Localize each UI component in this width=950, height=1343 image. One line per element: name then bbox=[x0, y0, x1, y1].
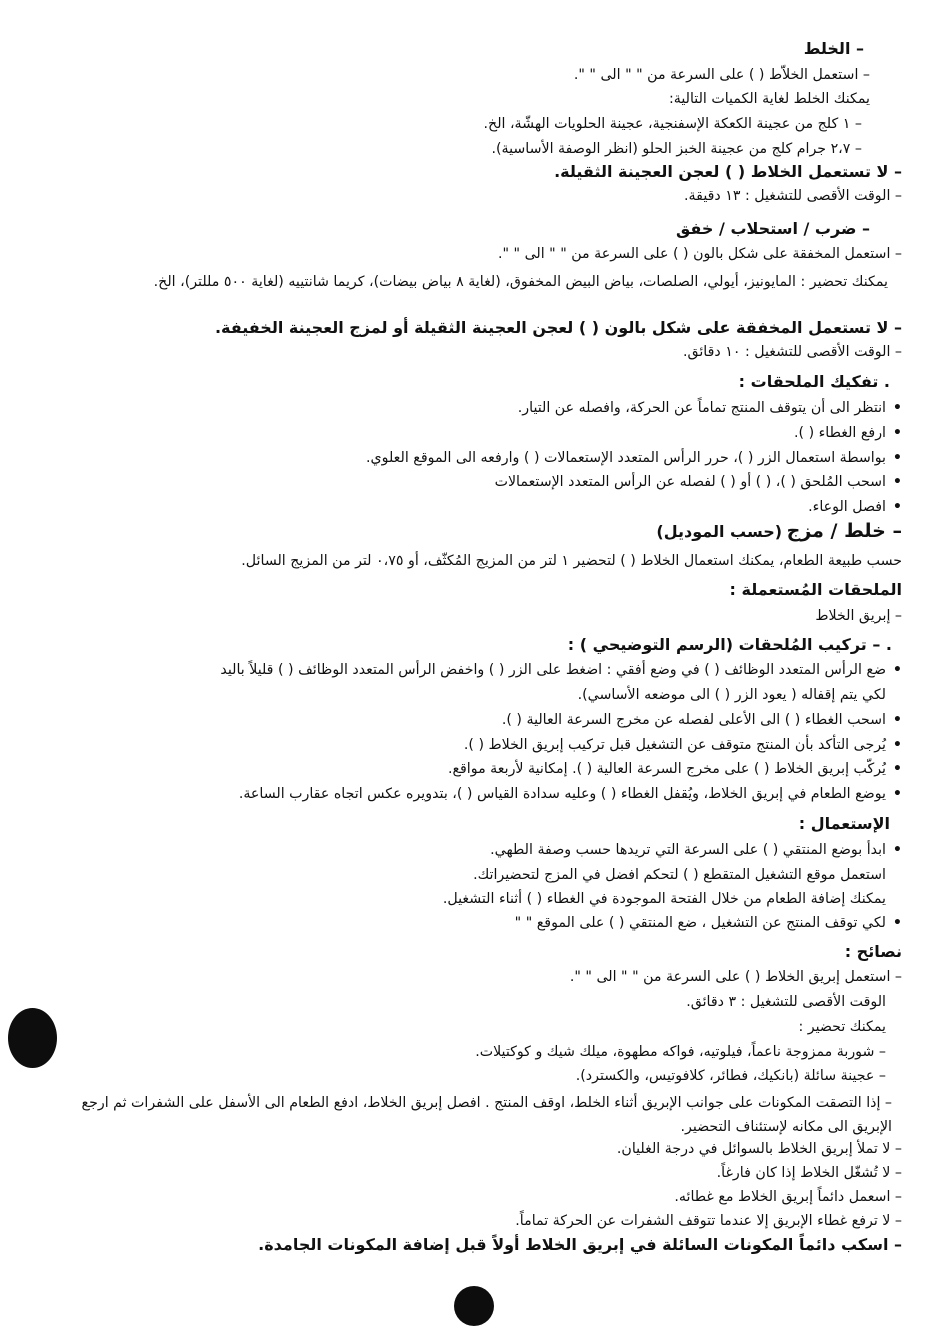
blend-line: – ٢،٧ جرام كلج من عجينة الخبز الحلو (انظر الوصفة الأساسية). bbox=[491, 141, 862, 157]
tips-heading: نصائح : bbox=[844, 942, 902, 961]
whisk-time: – الوقت الأقصى للتشغيل : ١٠ دقائق. bbox=[683, 344, 902, 360]
tips-line: – لا تُشغّل الخلاط إذا كان فارغاً. bbox=[716, 1165, 902, 1181]
detach-item: • ارفع الغطاء ( ). bbox=[794, 424, 902, 442]
tips-line: – عجينة سائلة (بانكيك، فطائر، كلافوتيس، والكسترد). bbox=[575, 1068, 886, 1084]
assembly-item: • اسحب الغطاء ( ) الى الأعلى لفصله عن مخرج السرعة العالية ( ). bbox=[502, 711, 902, 729]
tips-line: – لا تملأ إبريق الخلاط بالسوائل في درجة الغليان. bbox=[616, 1141, 902, 1157]
use-line: استعمل موقع التشغيل المتقطع ( ) لتحكم افضل في المزج لتحضيراتك. bbox=[473, 867, 886, 883]
use-item: • لكي توقف المنتج عن التشغيل ، ضع المنتقي ( ) على الموقع " " bbox=[515, 914, 902, 932]
tips-line: – لا ترفع غطاء الإبريق إلا عندما تتوقف الشفرات عن الحركة تماماً. bbox=[515, 1213, 902, 1229]
assembly-heading: . – تركيب المُلحقات (الرسم التوضيحي ) : bbox=[567, 635, 892, 654]
blend-line: يمكنك الخلط لغاية الكميات التالية: bbox=[668, 91, 870, 107]
mix-line: حسب طبيعة الطعام، يمكنك استعمال الخلاط ( ) لتحضير ١ لتر من المزيج المُكثّف، أو ٠،٧٥ لتر من المزيج السائل. bbox=[241, 553, 902, 569]
detach-item: • بواسطة استعمال الزر ( )، حرر الرأس المتعدد الإستعمالات ( ) وارفعه الى الموقع العلوي. bbox=[366, 449, 902, 467]
use-item: • ابدأ بوضع المنتقي ( ) على السرعة التي تريدها حسب وصفة الطهي. bbox=[490, 841, 902, 859]
blend-line: – استعمل الخلاّط ( ) على السرعة من " " الى " ". bbox=[573, 67, 870, 83]
assembly-item: • ضع الرأس المتعدد الوظائف ( ) في وضع أفقي : اضغط على الزر ( ) واخفض الرأس المتعدد الوظائف ( ) قليلاً باليد bbox=[220, 661, 902, 679]
mix-heading: – خلط / مزج bbox=[786, 520, 902, 542]
mix-heading-row bbox=[656, 522, 902, 542]
whisk-heading: – ضرب / استحلاب / خفق bbox=[675, 219, 870, 238]
detach-heading: . تفكيك الملحقات : bbox=[738, 372, 890, 391]
detach-item: • افصل الوعاء. bbox=[808, 498, 902, 516]
page-marker bbox=[454, 1286, 494, 1326]
whisk-line: يمكنك تحضير : المايونيز، أيولي، الصلصات، بياض البيض المخفوق، (لغاية ٨ بياض بيضات)، كريما شانتييه (لغاية ٥٠٠ مللتر)، الخ. bbox=[153, 274, 888, 290]
blend-time: – الوقت الأقصى للتشغيل : ١٣ دقيقة. bbox=[684, 188, 902, 204]
assembly-item-cont: لكي يتم إقفاله ( يعود الزر ( ) الى موضعه الأساسي). bbox=[577, 687, 886, 703]
assembly-item: • يوضع الطعام في إبريق الخلاط، ويُقفل الغطاء ( ) وعليه سدادة القياس ( )، بتدويره عكس اتجاه عقارب الساعة. bbox=[239, 785, 902, 803]
tips-line-bold: – اسكب دائماً المكونات السائلة في إبريق الخلاط أولاً قبل إضافة المكونات الجامدة. bbox=[258, 1235, 902, 1254]
tips-line: الوقت الأقصى للتشغيل : ٣ دقائق. bbox=[686, 994, 886, 1010]
mix-heading-sub: (حسب الموديل) bbox=[656, 522, 783, 541]
detach-item: • اسحب المُلحق ( )، ( ) أو ( ) لفصله عن الرأس المتعدد الإستعمالات bbox=[495, 473, 902, 491]
use-line: يمكنك إضافة الطعام من خلال الفتحة الموجودة في الغطاء ( ) أثناء التشغيل. bbox=[442, 891, 886, 907]
blend-warning: – لا تستعمل الخلاط ( ) لعجن العجينة الثقيلة. bbox=[554, 162, 902, 181]
assembly-item: • يُركّب إبريق الخلاط ( ) على مخرج السرعة العالية ( ). إمكانية لأربعة مواقع. bbox=[448, 760, 902, 778]
tips-line: – استعمل إبريق الخلاط ( ) على السرعة من " " الى " ". bbox=[569, 969, 902, 985]
tips-line: يمكنك تحضير : bbox=[798, 1019, 886, 1035]
whisk-warning: – لا تستعمل المخفقة على شكل بالون ( ) لعجن العجينة الثقيلة أو لمزج العجينة الخفيفة. bbox=[214, 318, 902, 337]
detach-item: • انتظر الى أن يتوقف المنتج تماماً عن الحركة، وافصله عن التيار. bbox=[518, 399, 902, 417]
tips-line: – شوربة ممزوجة ناعماً، فيلوتيه، فواكه مطهوة، ميلك شيك و كوكتيلات. bbox=[475, 1044, 886, 1060]
tips-line: – إذا التصقت المكونات على جوانب الإبريق أثناء الخلط، اوقف المنتج . افصل إبريق الخلاط، ادفع الطعام الى الأسفل على الشفرات ثم ارجع الإبريق الى مكانه لإستئناف التحضير. bbox=[81, 1095, 892, 1135]
blend-line: – ١ كلج من عجينة الكعكة الإسفنجية، عجينة الحلويات الهشّة، الخ. bbox=[483, 116, 862, 132]
blend-heading: – الخلط bbox=[803, 39, 864, 58]
tips-line: – اسعمل دائماً إبريق الخلاط مع غطائه. bbox=[674, 1189, 902, 1205]
use-heading: الإستعمال : bbox=[798, 814, 890, 833]
used-heading: الملحقات المُستعملة : bbox=[729, 580, 902, 599]
used-line: – إبريق الخلاط bbox=[815, 608, 902, 624]
whisk-line: – استعمل المخفقة على شكل بالون ( ) على السرعة من " " الى " ". bbox=[497, 246, 902, 262]
assembly-item: • يُرجى التأكد بأن المنتج متوقف عن التشغيل قبل تركيب إبريق الخلاط ( ). bbox=[464, 736, 902, 754]
registration-mark bbox=[8, 1008, 57, 1068]
